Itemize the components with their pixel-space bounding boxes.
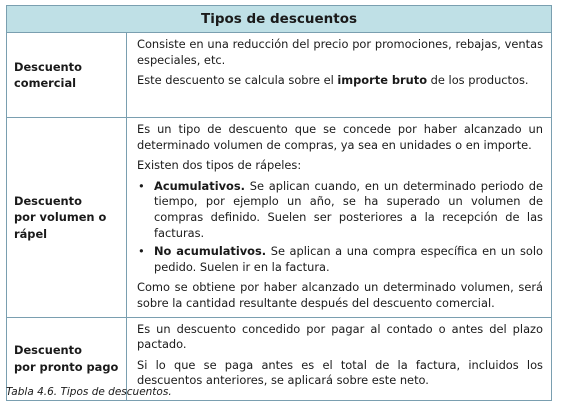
document <box>6 5 552 401</box>
table-title: Tipos de descuentos <box>7 6 552 33</box>
bold-term: importe bruto <box>337 73 428 88</box>
bullet-icon: • <box>138 178 145 193</box>
paragraph: Consiste en una reducción del precio por promociones, rebajas, ventas especiales, etc. <box>137 37 543 67</box>
row-label-line: por pronto pago <box>14 359 119 374</box>
row-description-volume <box>127 118 552 318</box>
row-description-commercial <box>127 33 552 118</box>
table-row <box>7 33 552 118</box>
paragraph: Como se obtiene por haber alcanzado un determinado volumen, será sobre la cantidad resultante después del descuento comercial. <box>137 280 543 310</box>
row-label-line: Descuento <box>14 59 82 74</box>
bold-term: No acumulativos. <box>154 244 267 259</box>
row-description-early-payment <box>127 317 552 400</box>
paragraph: Es un descuento concedido por pagar al contado o antes del plazo pactado. <box>137 321 543 352</box>
row-label-line: Descuento <box>14 343 82 358</box>
row-label-commercial <box>7 33 127 118</box>
table-caption: Tabla 4.6. Tipos de descuentos. <box>6 386 172 398</box>
row-label-line: comercial <box>14 76 77 90</box>
bold-term: Acumulativos. <box>154 178 245 193</box>
table-header-row <box>7 6 552 33</box>
bullet-icon: • <box>138 244 145 259</box>
text-span: de los productos. <box>427 73 529 88</box>
row-label-volume <box>7 118 127 318</box>
list-item <box>137 179 543 241</box>
text-span: Se aplican cuando, en un determinado periodo de tiempo, por ejemplo un año, se ha superado un volumen de compras definido. Suelen ser posteriores a la recepción de las facturas. <box>154 178 543 240</box>
discount-types-table <box>6 5 552 401</box>
paragraph: Es un tipo de descuento que se concede por haber alcanzado un determinado volumen de compras, ya sea en unidades o en importe. <box>137 122 543 152</box>
bullet-list <box>137 179 543 276</box>
paragraph <box>137 73 543 89</box>
row-label-line: Descuento <box>14 193 82 208</box>
table-row <box>7 118 552 318</box>
paragraph: Existen dos tipos de rápeles: <box>137 158 302 173</box>
text-span: Este descuento se calcula sobre el <box>137 73 338 88</box>
row-label-line: por volumen o <box>14 210 107 225</box>
row-label-line: rápel <box>14 226 48 241</box>
text-span: Se aplican a una compra específica en un solo pedido. Suelen ir en la factura. <box>154 244 543 274</box>
list-item <box>137 244 543 275</box>
paragraph: Si lo que se paga antes es el total de la factura, incluidos los descuentos anteriores, se aplicará sobre este neto. <box>137 357 543 388</box>
